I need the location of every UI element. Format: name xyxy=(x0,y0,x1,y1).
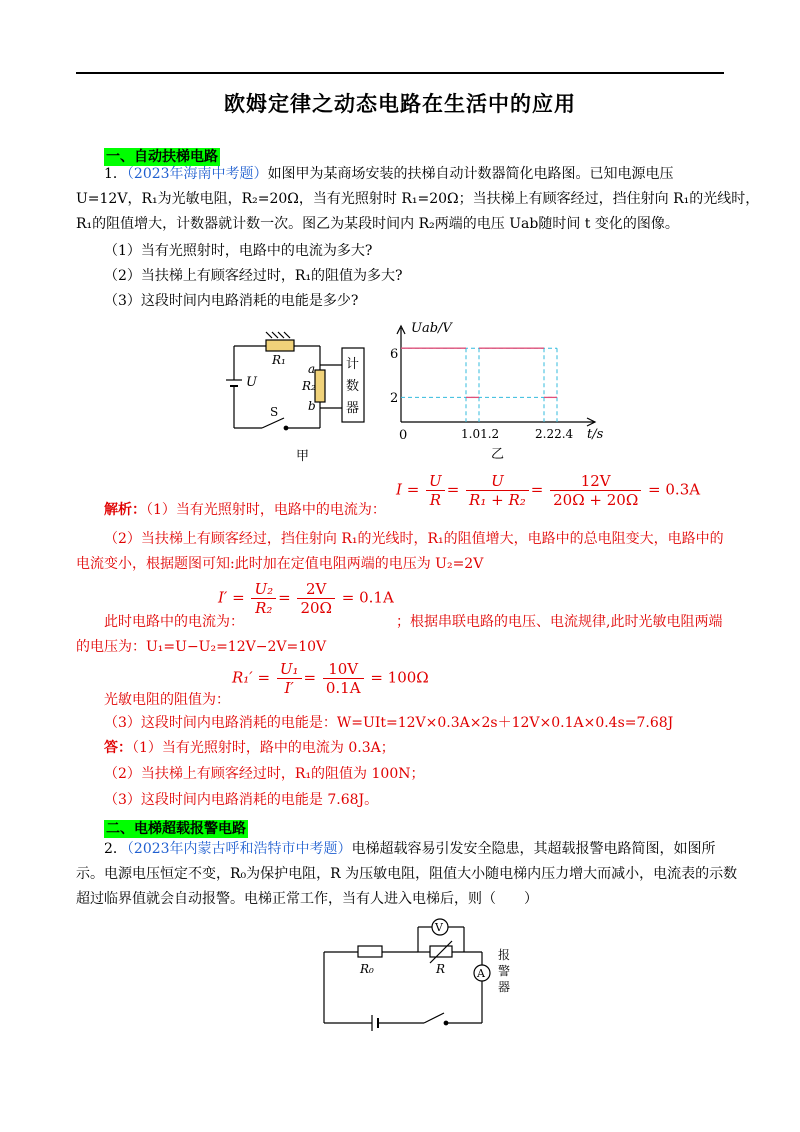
eq2-lhs: I′ = xyxy=(218,588,245,607)
eq3-den-1: I′ xyxy=(284,679,294,697)
alarm-char-3: 器 xyxy=(498,980,511,994)
final-answer-3: （3）这段时间内电路消耗的电能是 7.68J。 xyxy=(104,792,379,808)
label-a: a xyxy=(308,362,316,376)
eq2-num-2: 2V xyxy=(297,580,335,599)
circuit-diagram-overload xyxy=(318,915,522,1035)
answer-2-line-d: ；根据串联电路的电压、电流规律,此时光敏电阻两端 xyxy=(396,614,723,630)
section-heading-2-text: 二、电梯超载报警电路 xyxy=(106,821,246,837)
eq1-den-3: 20Ω + 20Ω xyxy=(553,491,639,509)
figure-jia-caption: 甲 xyxy=(296,449,310,464)
answer-2-line-c: 此时电路中的电流为： xyxy=(104,614,244,630)
page-title: 欧姆定律之动态电路在生活中的应用 xyxy=(224,92,576,116)
eq3-den-2: 0.1A xyxy=(325,679,361,697)
eq1-frac-1 xyxy=(426,472,445,509)
top-rule xyxy=(76,72,724,74)
answer-1-line xyxy=(104,500,386,520)
question-1-line-1 xyxy=(104,164,674,184)
eq3-num-2: 10V xyxy=(323,660,364,679)
eq2-num-1: U₂ xyxy=(251,580,276,599)
chart-yi xyxy=(385,318,615,490)
question-2-stem: 电梯超载容易引发安全隐患，其超载报警电路简图，如图所 xyxy=(351,841,716,857)
eq1-num-2: U xyxy=(466,472,529,491)
final-answer-2: （2）当扶梯上有顾客经过时，R₁的阻值为 100N； xyxy=(104,766,425,782)
question-2-line-3: 超过临界值就会自动报警。电梯正常工作，当有人进入电梯后，则（ ） xyxy=(76,891,538,907)
eq3-frac-1 xyxy=(277,660,302,697)
alarm-char-2: 警 xyxy=(498,964,511,978)
origin-label: 0 xyxy=(399,428,408,443)
final-answer-1-text: （1）当有光照射时，路中的电流为 0.3A； xyxy=(132,740,395,756)
label-r: R xyxy=(436,962,446,976)
sub-question-1: （1）当有光照射时，电路中的电流为多大? xyxy=(104,243,373,259)
eq1-num-3: 12V xyxy=(550,472,641,491)
label-r0: R₀ xyxy=(360,962,374,976)
counter-char-1: 计 xyxy=(346,357,360,372)
sub-question-2: （2）当扶梯上有顾客经过时，R₁的阻值为多大? xyxy=(104,268,403,284)
eq2-result: = 0.1A xyxy=(341,588,394,607)
eq1-frac-2 xyxy=(466,472,529,509)
question-1-line-2: U=12V，R₁为光敏电阻，R₂=20Ω，当有光照射时 R₁=20Ω；当扶梯上有顾客经过，挡住射向 R₁的光线时， xyxy=(76,191,760,207)
section-heading-2 xyxy=(104,818,248,838)
y-tick-2: 2 xyxy=(390,391,399,406)
alarm-char-1: 报 xyxy=(498,948,511,962)
y-axis-label: Uab/V xyxy=(411,321,452,336)
y-tick-6: 6 xyxy=(390,347,399,362)
section-heading-1-text: 一、自动扶梯电路 xyxy=(106,149,218,165)
answer-3-line: （3）这段时间内电路消耗的电能是：W=UIt=12V×0.3A×2s＋12V×0.1A×0.4s=7.68J xyxy=(104,715,674,731)
equation-3: R₁′ = $\frac{\text{U₁}}{I'}$ = $\frac{10V}{0.1A}$ = 100Ω xyxy=(232,660,429,697)
eq1-frac-3 xyxy=(550,472,641,509)
answer-1-text: （1）当有光照射时，电路中的电流为： xyxy=(146,502,386,518)
eq3-num-1: U₁ xyxy=(277,660,302,679)
answer-2-line-e: 的电压为：U₁=U−U₂=12V−2V=10V xyxy=(76,639,327,655)
label-b: b xyxy=(308,399,316,413)
question-2-line-1 xyxy=(104,839,716,859)
eq3-result: = 100Ω xyxy=(370,668,429,687)
eq1-den-1: R xyxy=(429,491,442,509)
eq1-result: = 0.3A xyxy=(648,480,701,499)
counter-char-2: 数 xyxy=(346,379,360,394)
x-tick-2: 2.22.4 xyxy=(535,427,574,441)
answer-2-line-b: 电流变小，根据题图可知:此时加在定值电阻两端的电压为 U₂=2V xyxy=(76,556,484,572)
label-r2: R₂ xyxy=(302,379,316,393)
question-2-line-2: 示。电源电压恒定不变，R₀为保护电阻，R 为压敏电阻，阻值大小随电梯内压力增大而减小，电流表的示数 xyxy=(76,866,738,882)
ammeter-label: A xyxy=(477,967,485,980)
x-axis-label: t/s xyxy=(587,427,604,442)
question-1-line-3: R₁的阻值增大，计数器就计数一次。图乙为某段时间内 R₂两端的电压 Uab随时间 t 变化的图像。 xyxy=(76,216,679,232)
eq1-num-1: U xyxy=(426,472,445,491)
question-2-number: 2． xyxy=(104,841,127,857)
counter-char-3: 器 xyxy=(346,401,360,416)
eq2-den-1: R₂ xyxy=(255,599,273,617)
label-r1: R₁ xyxy=(272,353,286,367)
voltmeter-label: V xyxy=(435,921,443,934)
x-tick-1: 1.01.2 xyxy=(461,427,500,441)
eq3-frac-2 xyxy=(323,660,364,697)
section-heading-1 xyxy=(104,146,220,166)
final-answer-label: 答： xyxy=(104,740,132,756)
sub-question-3: （3）这段时间内电路消耗的电能是多少? xyxy=(104,293,359,309)
final-answer-1 xyxy=(104,738,395,758)
question-2-source: （2023年内蒙古呼和浩特市中考题） xyxy=(126,841,352,857)
figure-yi-caption: 乙 xyxy=(491,447,505,462)
answer-2-line-a: （2）当扶梯上有顾客经过，挡住射向 R₁的光线时，R₁的阻值增大，电路中的总电阻变大，电路中的 xyxy=(104,531,724,547)
eq2-frac-2 xyxy=(297,580,335,617)
eq1-lhs: I = xyxy=(396,480,420,499)
eq2-frac-1 xyxy=(251,580,276,617)
eq3-lhs: R₁′ = xyxy=(232,668,271,687)
equation-1: I = $\frac{U}{R}$ = $\frac{U}{\text{R₁ + R₂}}$ = $\frac{12V}{20\Omega + 20\Omega}$ = 0.3A xyxy=(396,472,701,509)
answer-2-line-f: 光敏电阻的阻值为： xyxy=(104,692,230,708)
eq2-den-2: 20Ω xyxy=(300,599,332,617)
analysis-label: 解析： xyxy=(104,502,146,518)
eq1-den-2: R₁ + R₂ xyxy=(469,491,526,509)
question-number: 1． xyxy=(104,166,127,182)
label-u: U xyxy=(246,375,257,390)
equation-2: I′ = $\frac{\text{U₂}}{\text{R₂}}$ = $\frac{2V}{20\Omega}$ = 0.1A xyxy=(218,580,394,617)
question-source: （2023年海南中考题） xyxy=(126,166,268,182)
circuit-diagram-jia xyxy=(220,320,380,470)
label-s: S xyxy=(270,405,279,419)
question-stem: 如图甲为某商场安装的扶梯自动计数器简化电路图。已知电源电压 xyxy=(267,166,674,182)
